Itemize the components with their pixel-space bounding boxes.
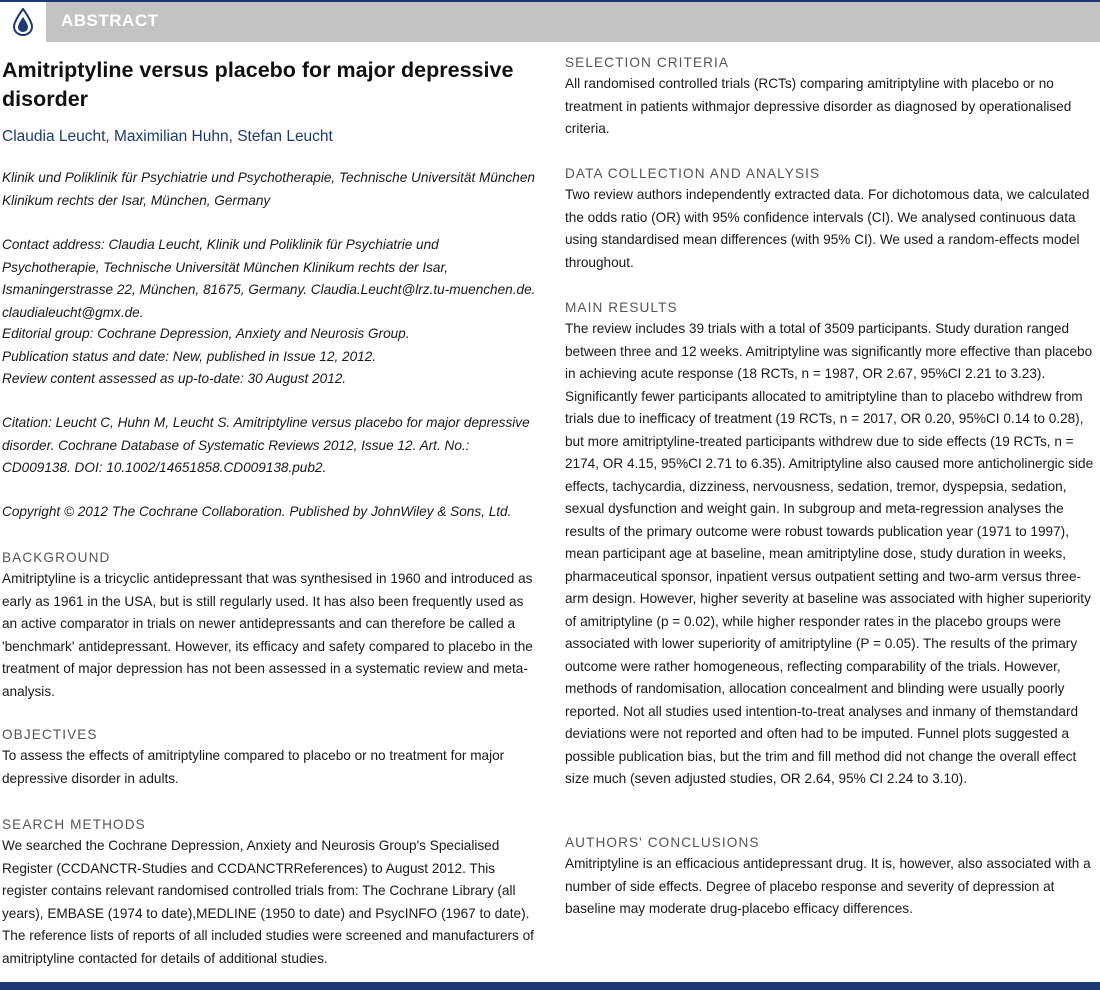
section-selection-criteria: [565, 53, 1100, 141]
section-heading: MAIN RESULTS: [565, 300, 678, 315]
article-authors: Claudia Leucht, Maximilian Huhn, Stefan Leucht: [2, 128, 333, 145]
section-heading: SEARCH METHODS: [2, 817, 146, 832]
footer-bar: [0, 982, 1100, 990]
section-text: To assess the effects of amitriptyline compared to placebo or no treatment for major depressive disorder in adults.: [2, 748, 505, 786]
citation: Citation: Leucht C, Huhn M, Leucht S. Amitriptyline versus placebo for major depressive disorder. Cochrane Database of Systematic Reviews 2012, Issue 12. Art. No.: CD009138. DOI: 10.1002/14651858.CD009138.pub2.: [2, 415, 530, 475]
section-main-results: [565, 298, 1100, 791]
section-text: Amitriptyline is an efficacious antidepressant drug. It is, however, also associated with a number of side effects. Degree of placebo response and severity of depression at baseline may moderate drug-placebo efficacy differences.: [565, 856, 1091, 916]
section-background: [2, 548, 538, 703]
section-text: We searched the Cochrane Depression, Anxiety and Neurosis Group's Specialised Register (CCDANCTR-Studies and CCDANCTRReferences) to August 2012. This register contains relevant randomised controlled trials from: The Cochrane Library (all years), EMBASE (1974 to date),MEDLINE (1950 to date) and PsycINFO (1967 to date). The reference lists of reports of all included studies were screened and manufacturers of amitriptyline contacted for details of additional studies.: [2, 838, 534, 966]
copyright: Copyright © 2012 The Cochrane Collaboration. Published by JohnWiley & Sons, Ltd.: [2, 504, 512, 519]
cochrane-drop-icon: [12, 8, 34, 36]
section-heading: OBJECTIVES: [2, 727, 98, 742]
cochrane-logo: [0, 2, 46, 42]
section-text: Two review authors independently extracted data. For dichotomous data, we calculated the odds ratio (OR) with 95% confidence intervals (CI). We analysed continuous data using standardised mean differences (with 95% CI). We used a random-effects model throughout.: [565, 187, 1090, 270]
section-text: Amitriptyline is a tricyclic antidepressant that was synthesised in 1960 and introduced as early as 1961 in the USA, but is still regularly used. It has also been frequently used as an active comparator in trials on newer antidepressants and can therefore be called a 'benchmark' antidepressant. However, its efficacy and safety compared to placebo in the treatment of major depression has not been assessed in a systematic review and meta-analysis.: [2, 571, 533, 699]
section-heading: BACKGROUND: [2, 550, 111, 565]
section-text: All randomised controlled trials (RCTs) comparing amitriptyline with placebo or no treatment in patients withmajor depressive disorder as diagnosed by operationalised criteria.: [565, 76, 1072, 136]
editorial-group: Editorial group: Cochrane Depression, Anxiety and Neurosis Group.: [2, 326, 410, 341]
section-heading: SELECTION CRITERIA: [565, 55, 730, 70]
section-label: ABSTRACT: [61, 11, 159, 30]
editorial-info: [2, 323, 538, 391]
section-heading: AUTHORS' CONCLUSIONS: [565, 835, 760, 850]
publication-status: Publication status and date: New, published in Issue 12, 2012.: [2, 348, 377, 364]
section-heading: DATA COLLECTION AND ANALYSIS: [565, 166, 821, 181]
section-data-collection: [565, 164, 1100, 274]
section-search-methods: [2, 815, 538, 970]
article-title: Amitriptyline versus placebo for major depressive disorder: [2, 58, 514, 111]
contact-address: Contact address: Claudia Leucht, Klinik und Poliklinik für Psychiatrie und Psychotherapie, Technische Universität München Klinikum rechts der Isar, Ismaningerstrasse 22, München, 81675, Germany. Claudia.Leucht@lrz.tu-muenchen.de. claudialeucht@gmx.de.: [2, 237, 536, 320]
review-assessed-date: Review content assessed as up-to-date: 30 August 2012.: [2, 371, 347, 386]
section-objectives: [2, 725, 538, 790]
section-text: The review includes 39 trials with a total of 3509 participants. Study duration ranged between three and 12 weeks. Amitriptyline was significantly more effective than placebo in achieving acute response (18 RCTs, n = 1987, OR 2.67, 95%CI 2.21 to 3.23). Significantly fewer participants allocated to amitriptyline than to placebo withdrew from trials due to inefficacy of treatment (19 RCTs, n = 2017, OR 0.20, 95%CI 0.14 to 0.28), but more amitriptyline-treated participants withdrew due to side effects (19 RCTs, n = 2174, OR 4.15, 95%CI 2.71 to 6.35). Amitriptyline also caused more anticholinergic side effects, tachycardia, dizziness, nervousness, sedation, tremor, dyspepsia, sedation, sexual dysfunction and weight gain. In subgroup and meta-regression analyses the results of the primary outcome were robust towards publication year (1971 to 1997), mean participant age at baseline, mean amitriptyline dose, study duration in weeks, pharmaceutical sponsor, inpatient versus outpatient setting and two-arm versus three-arm design. However, higher severity at baseline was associated with higher superiority of amitriptyline (p = 0.02), while higher responder rates in the placebo groups were associated with lower superiority of amitriptyline (P = 0.05). The results of the primary outcome were rather homogeneous, reflecting comparability of the trials. However, methods of randomisation, allocation concealment and blinding were usually poorly reported. Not all studies used intention-to-treat analyses and inmany of themstandard deviations were not reported and often had to be imputed. Funnel plots suggested a possible publication bias, but the trim and fill method did not change the overall effect size much (seven adjusted studies, OR 2.64, 95% CI 2.24 to 3.10).: [565, 321, 1094, 786]
affiliation: Klinik und Poliklinik für Psychiatrie und Psychotherapie, Technische Universität München Klinikum rechts der Isar, München, Germany: [2, 170, 535, 208]
abstract-header-bar: [0, 0, 1100, 42]
section-authors-conclusions: [565, 833, 1100, 921]
